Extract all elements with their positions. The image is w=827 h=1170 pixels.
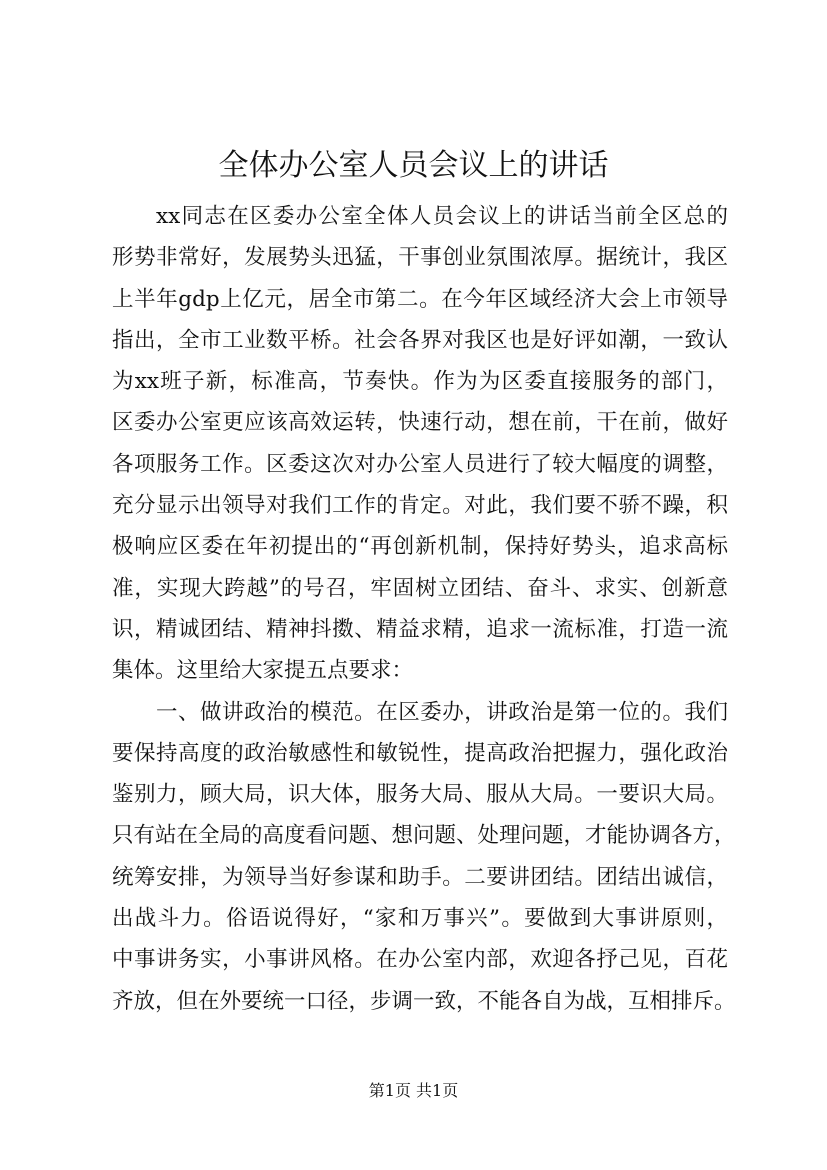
body-line: 极响应区委在年初提出的“再创新机制，保持好势头，追求高标	[112, 534, 728, 560]
body-line: 各项服务工作。区委这次对办公室人员进行了较大幅度的调整，	[112, 451, 728, 477]
body-line: 鉴别力，顾大局，识大体，服务大局、服从大局。一要识大局。	[112, 782, 728, 808]
body-line: 一、做讲政治的模范。在区委办，讲政治是第一位的。我们	[156, 699, 728, 725]
body-line: 要保持高度的政治敏感性和敏锐性，提高政治把握力，强化政治	[112, 740, 728, 766]
body-line: xx同志在区委办公室全体人员会议上的讲话当前全区总的	[156, 204, 728, 229]
body-line: 指出，全市工业数平桥。社会各界对我区也是好评如潮，一致认	[112, 327, 728, 353]
body-line: 形势非常好，发展势头迅猛，干事创业氛围浓厚。据统计，我区	[112, 245, 728, 271]
body-line: 出战斗力。俗语说得好，“家和万事兴”。要做到大事讲原则，	[112, 906, 728, 932]
body-line: 上半年gdp上亿元，居全市第二。在今年区域经济大会上市领导	[112, 286, 728, 312]
body-line: 充分显示出领导对我们工作的肯定。对此，我们要不骄不躁，积	[112, 493, 728, 519]
body-line: 集体。这里给大家提五点要求：	[112, 658, 414, 684]
body-line: 中事讲务实，小事讲风格。在办公室内部，欢迎各抒己见，百花	[112, 947, 728, 973]
body-line: 统筹安排，为领导当好参谋和助手。二要讲团结。团结出诚信，	[112, 864, 728, 890]
document-title: 全体办公室人员会议上的讲话	[218, 148, 609, 183]
body-line: 为xx班子新，标准高，节奏快。作为为区委直接服务的部门，	[112, 369, 728, 395]
body-line: 识，精诚团结、精神抖擞、精益求精，追求一流标准，打造一流	[112, 616, 728, 642]
body-line: 只有站在全局的高度看问题、想问题、处理问题，才能协调各方，	[112, 823, 736, 849]
body-line: 区委办公室更应该高效运转，快速行动，想在前，干在前，做好	[112, 410, 728, 436]
body-line: 准，实现大跨越”的号召，牢固树立团结、奋斗、求实、创新意	[112, 575, 728, 601]
page-footer: 第1页 共1页	[368, 1081, 459, 1100]
document-body	[112, 196, 736, 1022]
body-line: 齐放，但在外要统一口径，步调一致，不能各自为战，互相排斥。	[112, 988, 736, 1014]
